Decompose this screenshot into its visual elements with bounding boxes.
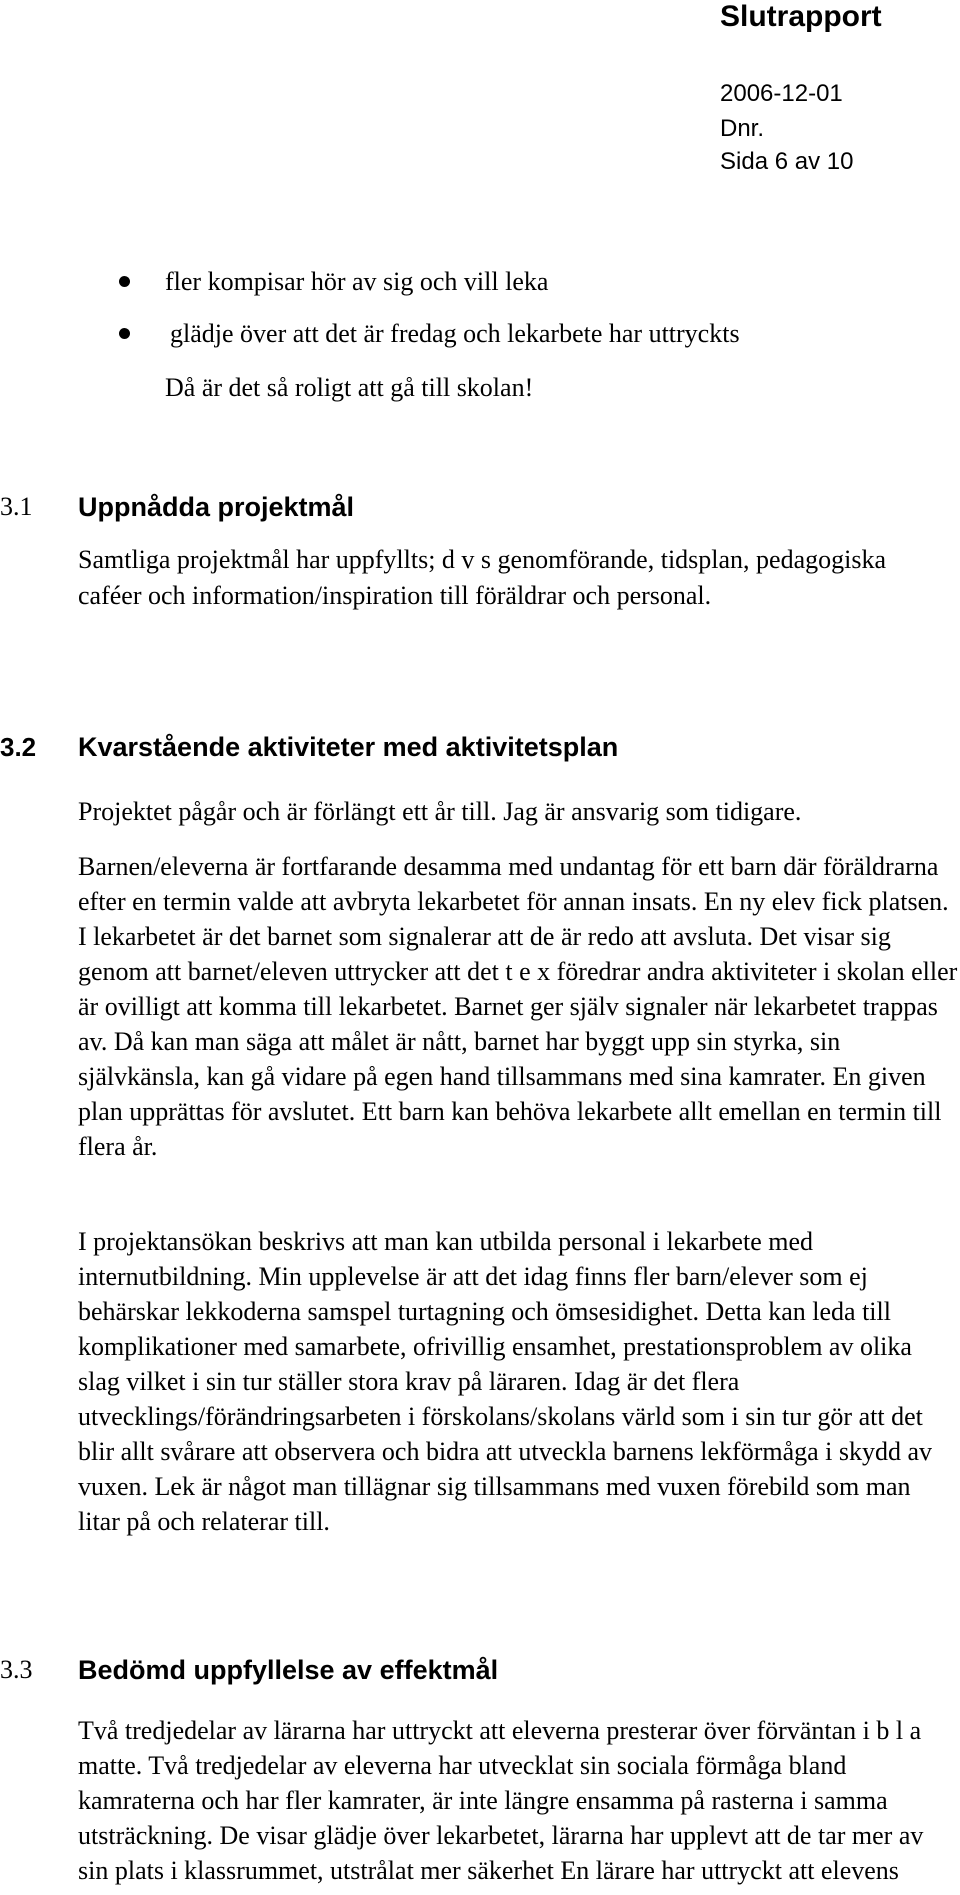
bullet-icon: [119, 328, 130, 339]
section-number: 3.1: [0, 492, 33, 521]
closing-line: Då är det så roligt att gå till skolan!: [165, 373, 534, 402]
section-paragraph: Två tredjedelar av lärarna har uttryckt att eleverna presterar över förväntan i b l a matte. Två tredjedelar av eleverna har utvecklat sin sociala förmåga bland kamraterna och har fler kamrater, är inte längre ensamma på rasterna i samma utsträckning. De visar glädje över lekarbetet, lärarna har upplevt att de tar mer av sin plats i klassrummet, utstrålat mer säkerhet En lärare har uttryckt att elevens: [78, 1716, 924, 1885]
bullet-text: glädje över att det är fredag och lekarbete har uttryckts: [170, 319, 740, 348]
list-item: [0, 314, 960, 366]
section-paragraph: Projektet pågår och är förlängt ett år till. Jag är ansvarig som tidigare.: [78, 797, 802, 826]
section-paragraph: Barnen/eleverna är fortfarande desamma med undantag för ett barn där föräldrarna efter en termin valde att avbryta lekarbetet för annan insats. En ny elev fick platsen. I lekarbetet är det barnet som signalerar att de är redo att avsluta. Det visar sig genom att barnet/eleven uttrycker att det t e x föredrar andra aktiviteter i skolan eller är ovilligt att komma till lekarbetet. Barnet ger själv signaler när lekarbetet trappas av. Då kan man säga att målet är nått, barnet har byggt upp sin styrka, sin självkänsla, kan gå vidare på egen hand tillsammans med sina kamrater. En given plan upprättas för avslutet. Ett barn kan behöva lekarbete allt emellan en termin till flera år.: [78, 852, 958, 1161]
section-number: 3.2: [0, 732, 37, 762]
report-dnr: Dnr.: [720, 115, 765, 142]
page-indicator: Sida 6 av 10: [720, 148, 854, 175]
section-heading-3-3: [0, 1650, 960, 1690]
section-title: Kvarstående aktiviteter med aktivitetsplan: [78, 732, 619, 762]
report-date: 2006-12-01: [720, 80, 843, 107]
section-title: Bedömd uppfyllelse av effektmål: [78, 1655, 499, 1685]
section-heading-3-2: [0, 727, 960, 767]
bullet-list: [0, 262, 960, 366]
bullet-icon: [119, 276, 130, 287]
section-heading-3-1: [0, 487, 960, 527]
list-item: [0, 262, 960, 314]
report-title: Slutrapport: [720, 0, 882, 33]
section-number: 3.3: [0, 1655, 33, 1684]
section-paragraph: I projektansökan beskrivs att man kan utbilda personal i lekarbete med internutbildning. Min upplevelse är att det idag finns fler barn/elever som ej behärskar lekkoderna samspel turtagning och ömsesidighet. Detta kan leda till komplikationer med samarbete, ofrivillig ensamhet, prestationsproblem av olika slag vilket i sin tur ställer stora krav på läraren. Idag är det flera utvecklings/förändringsarbeten i förskolans/skolans värld som i sin tur gör att det blir allt svårare att observera och bidra att utveckla barnens lekförmåga i skydd av vuxen. Lek är något man tillägnar sig tillsammans med vuxen förebild som man litar på och relaterar till.: [78, 1227, 933, 1536]
section-title: Uppnådda projektmål: [78, 492, 355, 522]
bullet-text: fler kompisar hör av sig och vill leka: [165, 267, 549, 296]
section-paragraph: Samtliga projektmål har uppfyllts; d v s genomförande, tidsplan, pedagogiska caféer och information/inspiration till föräldrar och personal.: [78, 545, 887, 610]
